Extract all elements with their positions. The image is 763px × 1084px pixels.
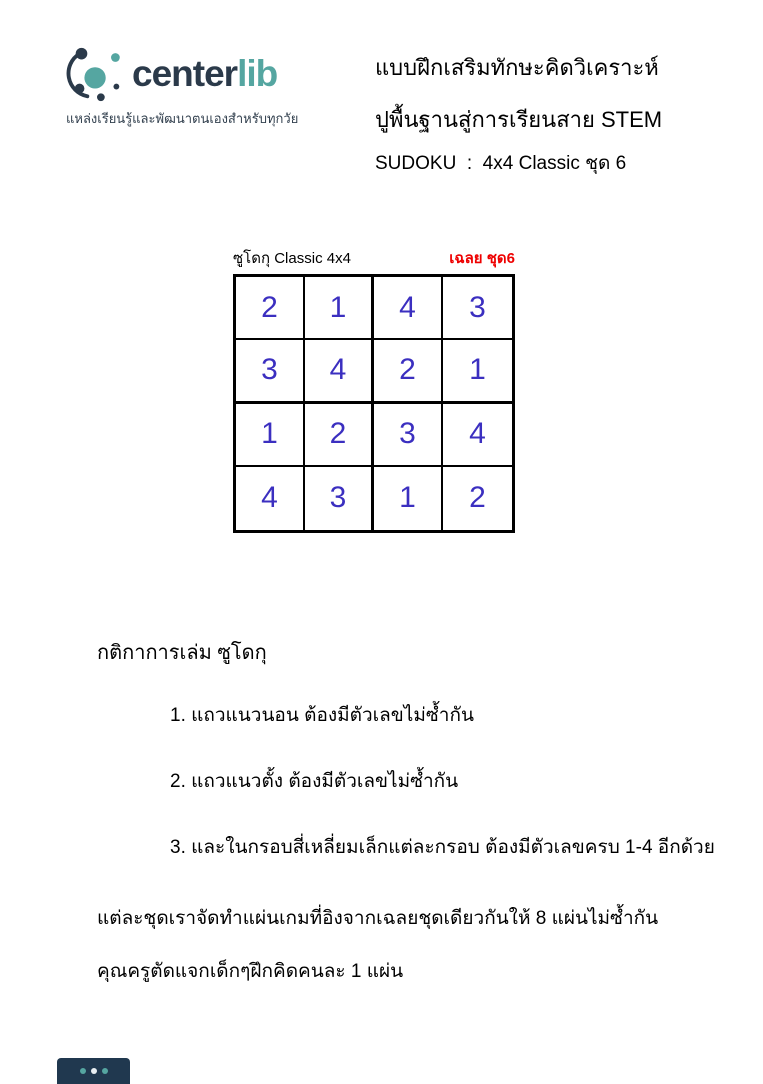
sudoku-cell-r3c4: 4	[443, 404, 512, 467]
sudoku-cell-r4c2: 3	[305, 467, 374, 530]
sudoku-cell-r1c3: 4	[374, 277, 443, 340]
answer-label: เฉลย ชุด6	[449, 250, 515, 267]
rule-item-2: 2. แถวแนวตั้ง ต้องมีตัวเลขไม่ซ้ำกัน	[170, 771, 459, 792]
sudoku-cell-r4c3: 1	[374, 467, 443, 530]
brand-part-lib: lib	[237, 52, 278, 94]
sudoku-cell-r2c4: 1	[443, 340, 512, 403]
rule-item-1: 1. แถวแนวนอน ต้องมีตัวเลขไม่ซ้ำกัน	[170, 705, 474, 726]
footnote-1: แต่ละชุดเราจัดทำแผ่นเกมที่อิงจากเฉลยชุดเดียวกันให้ 8 แผ่นไม่ซ้ำกัน	[97, 908, 659, 929]
footer-logo-dot	[91, 1068, 97, 1074]
logo-tagline: แหล่งเรียนรู้และพัฒนาตนเองสำหรับทุกวัย	[66, 111, 299, 126]
rules-title: กติกาการเล่ม ซูโดกุ	[97, 642, 267, 664]
sudoku-cell-r3c3: 3	[374, 404, 443, 467]
centerlib-logo-icon	[66, 42, 128, 104]
header-line-3: SUDOKU : 4x4 Classic ชุด 6	[375, 153, 627, 174]
footer-logo-dot	[80, 1068, 86, 1074]
sudoku-cell-r3c1: 1	[236, 404, 305, 467]
sudoku-cell-r2c1: 3	[236, 340, 305, 403]
footnote-2: คุณครูตัดแจกเด็กๆฝึกคิดคนละ 1 แผ่น	[97, 961, 404, 982]
sudoku-cell-r1c2: 1	[305, 277, 374, 340]
footer-logo	[57, 1058, 130, 1084]
sudoku-cell-r2c3: 2	[374, 340, 443, 403]
sudoku-cell-r4c1: 4	[236, 467, 305, 530]
sudoku-cell-r4c4: 2	[469, 481, 486, 515]
brand-part-center: center	[132, 52, 238, 94]
header-line-2: ปูพื้นฐานสู่การเรียนสาย STEM	[375, 107, 663, 132]
centerlib-logo	[66, 42, 326, 129]
sudoku-cell-r3c2: 2	[305, 404, 374, 467]
sudoku-grid	[233, 274, 515, 533]
header-line-1: แบบฝึกเสริมทักษะคิดวิเคราะห์	[375, 55, 659, 80]
puzzle-title: ซูโดกุ Classic 4x4	[233, 250, 351, 267]
puzzle-label-row	[233, 246, 515, 270]
sudoku-cell-r2c2: 4	[305, 340, 374, 403]
sudoku-cell-r1c1: 2	[236, 277, 305, 340]
brand-name	[132, 52, 278, 94]
rule-item-3: 3. และในกรอบสี่เหลี่ยมเล็กแต่ละกรอบ ต้องมีตัวเลขครบ 1-4 อีกด้วย	[170, 837, 715, 858]
sudoku-cell-r1c4: 3	[443, 277, 512, 340]
footer-logo-dot	[102, 1068, 108, 1074]
